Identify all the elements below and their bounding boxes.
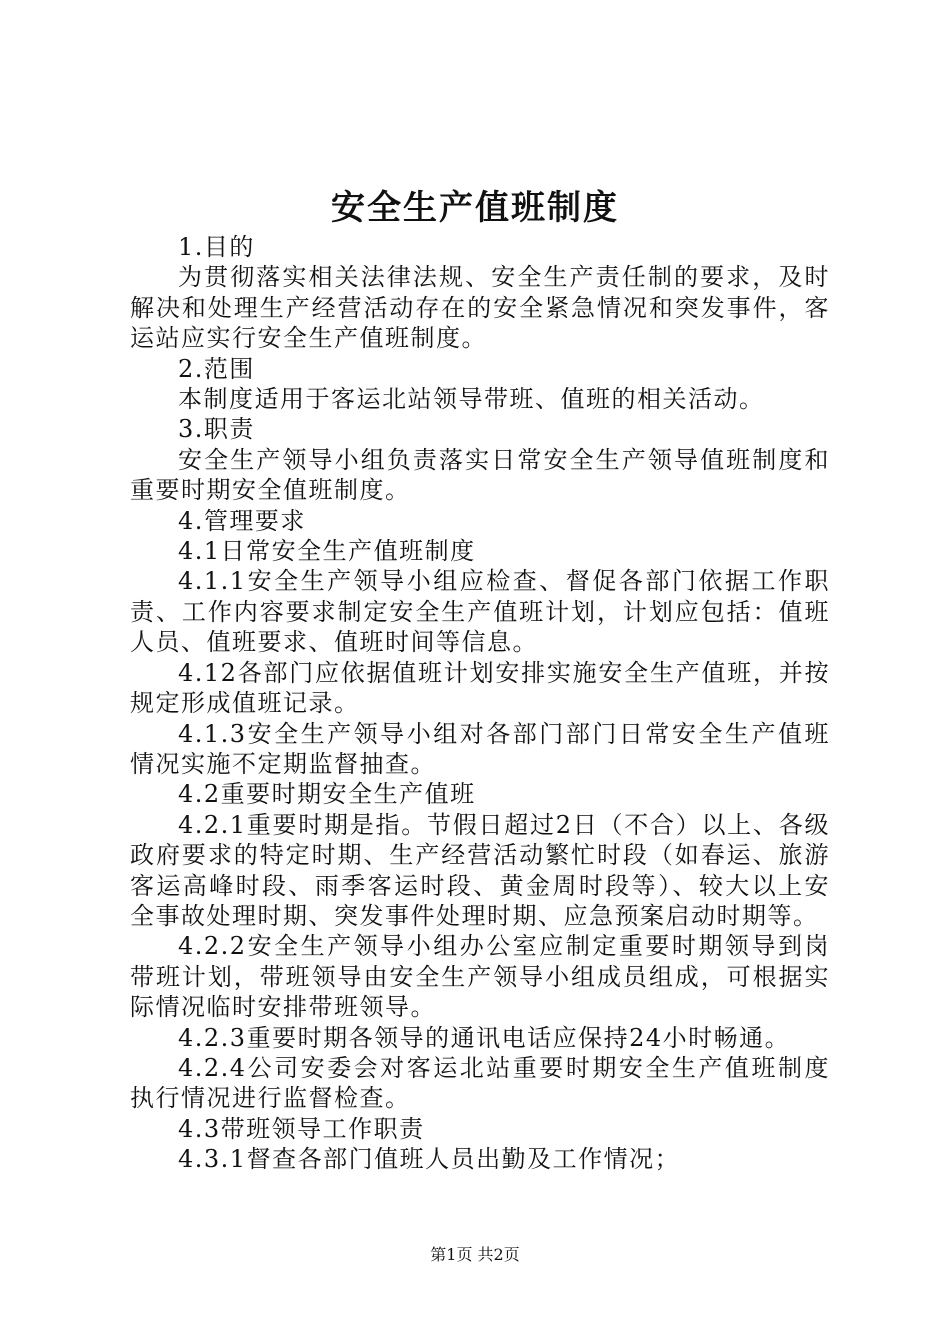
paragraph-4-3-1: 4.3.1督查各部门值班人员出勤及工作情况； — [178, 1145, 681, 1174]
section-heading-duties: 3.职责 — [178, 415, 255, 444]
page-footer: 第1页 共2页 — [430, 1245, 520, 1264]
paragraph-purpose: 为贯彻落实相关法律法规、安全生产责任制的要求，及时解决和处理生产经营活动存在的安全紧急情况和突发事件，客运站应实行安全生产值班制度。 — [130, 263, 830, 353]
paragraph-duties: 安全生产领导小组负责落实日常安全生产领导值班制度和重要时期安全值班制度。 — [130, 445, 830, 505]
paragraph-4-1-1: 4.1.1安全生产领导小组应检查、督促各部门依据工作职责、工作内容要求制定安全生产值班计划，计划应包括：值班人员、值班要求、值班时间等信息。 — [130, 567, 830, 657]
paragraph-4-1-3: 4.1.3安全生产领导小组对各部门部门日常安全生产值班情况实施不定期监督抽查。 — [130, 719, 830, 778]
subsection-heading-4-1: 4.1日常安全生产值班制度 — [178, 537, 476, 566]
paragraph-4-2-1: 4.2.1重要时期是指。节假日超过2日（不合）以上、各级政府要求的特定时期、生产经营活动繁忙时段（如春运、旅游客运高峰时段、雨季客运时段、黄金周时段等）、较大以上安全事故处理时期、突发事件处理时期、应急预案启动时期等。 — [130, 810, 830, 930]
section-heading-management: 4.管理要求 — [178, 506, 306, 535]
paragraph-4-1-2: 4.12各部门应依据值班计划安排实施安全生产值班，并按规定形成值班记录。 — [130, 658, 830, 718]
paragraph-scope: 本制度适用于客运北站领导带班、值班的相关活动。 — [178, 385, 765, 414]
section-heading-purpose: 1.目的 — [178, 233, 255, 261]
document-body — [130, 232, 830, 1175]
section-heading-scope: 2.范围 — [178, 354, 255, 383]
subsection-heading-4-2: 4.2重要时期安全生产值班 — [178, 780, 476, 809]
document-title: 安全生产值班制度 — [331, 188, 619, 228]
subsection-heading-4-3: 4.3带班领导工作职责 — [178, 1114, 425, 1143]
paragraph-4-2-3: 4.2.3重要时期各领导的通讯电话应保持24小时畅通。 — [178, 1023, 791, 1052]
paragraph-4-2-4: 4.2.4公司安委会对客运北站重要时期安全生产值班制度执行情况进行监督检查。 — [130, 1053, 830, 1113]
paragraph-4-2-2: 4.2.2安全生产领导小组办公室应制定重要时期领导到岗带班计划，带班领导由安全生产领导小组成员组成，可根据实际情况临时安排带班领导。 — [130, 932, 830, 1022]
